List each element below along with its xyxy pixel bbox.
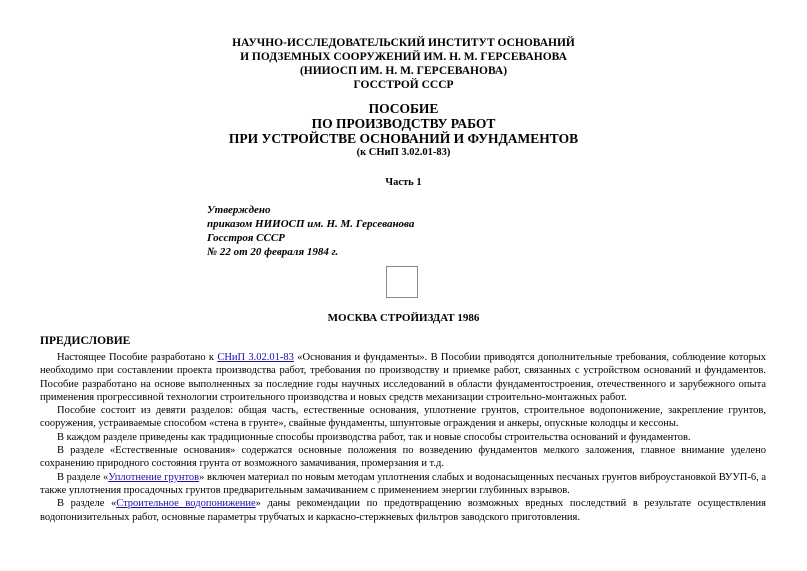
institute-line: ГОССТРОЙ СССР <box>353 79 454 91</box>
preface-body <box>40 351 766 524</box>
dewatering-link[interactable]: Строительное водопонижение <box>116 498 256 510</box>
institute-line: (НИИОСП ИМ. Н. М. ГЕРСЕВАНОВА) <box>299 65 508 77</box>
preface-paragraph <box>40 351 766 404</box>
image-placeholder <box>386 266 418 298</box>
part-label: Часть 1 <box>385 177 422 188</box>
approval-line: Утверждено <box>207 204 271 216</box>
institute-line: НАУЧНО-ИССЛЕДОВАТЕЛЬСКИЙ ИНСТИТУТ ОСНОВАНИЙ <box>232 37 575 49</box>
snip-link[interactable]: СНиП 3.02.01-83 <box>217 352 294 363</box>
paragraph-text: «Основания и фундаменты». В Пособии приводятся дополнительные требования, соблюдение которых необходимо при составлении проекта производства работ, требования по производству и приемке работ, связанных с устройством оснований и фундаментов. Пособие разработано на основе выполненных за последние годы научных исследований в области фундаментостроения, отечественного и зарубежного опыта применения прогрессивной технологии строительного производства и новых средств механизации строительно-монтажных работ. <box>40 352 766 403</box>
institute-line: И ПОДЗЕМНЫХ СООРУЖЕНИЙ ИМ. Н. М. ГЕРСЕВАНОВА <box>240 51 567 63</box>
approval-line: приказом НИИОСП им. Н. М. Герсеванова <box>207 218 415 230</box>
paragraph-text: » даны рекомендации по предотвращению возможных вредных последствий в результате осуществления водопонизительных работ, основные параметры трубчатых и каркасно-стержневых фильтров заводского приготовления. <box>40 498 767 523</box>
approval-line: № 22 от 20 февраля 1984 г. <box>207 246 339 258</box>
paragraph-text: В разделе « <box>57 498 117 510</box>
title-line: ПОСОБИЕ <box>368 101 439 116</box>
preface-paragraph <box>40 471 766 498</box>
publisher-line: МОСКВА СТРОЙИЗДАТ 1986 <box>327 312 480 324</box>
paragraph-text: Настоящее Пособие разработано к <box>57 352 218 363</box>
paragraph-text: » включен материал по новым методам уплотнения слабых и водонасыщенных песчаных грунтов виброустановкой ВУУП-6, а также уплотнения просадочных грунтов предварительным замачиванием с применением энергии глубинных взрывов. <box>40 471 766 496</box>
preface-heading: ПРЕДИСЛОВИЕ <box>40 335 131 347</box>
preface-paragraph <box>40 497 766 524</box>
document-title <box>0 101 807 160</box>
title-line: ПО ПРОИЗВОДСТВУ РАБОТ <box>311 116 496 131</box>
approval-block <box>207 203 414 259</box>
preface-paragraph: В разделе «Естественные основания» содержатся основные положения по возведению фундаментов мелкого заложения, главное внимание уделено сохранению природного состояния грунта от возможного замачивания, промерзания и т.д. <box>40 445 766 470</box>
title-line: ПРИ УСТРОЙСТВЕ ОСНОВАНИЙ И ФУНДАМЕНТОВ <box>228 131 579 146</box>
approval-line: Госстроя СССР <box>207 232 285 244</box>
preface-paragraph: Пособие состоит из девяти разделов: общая часть, естественные основания, уплотнение грунтов, строительное водопонижение, закрепление грунтов, сооружения, устраиваемые способом «стена в грунте», свайные фундаменты, шпунтовые ограждения и анкеры, опускные колодцы и кессоны. <box>40 405 766 430</box>
soil-compaction-link[interactable]: Уплотнение грунтов <box>108 471 200 483</box>
institute-header <box>0 36 807 92</box>
paragraph-text: В разделе « <box>57 471 109 483</box>
title-reference: (к СНиП 3.02.01-83) <box>356 147 451 158</box>
preface-paragraph: В каждом разделе приведены как традиционные способы производства работ, так и новые способы строительства оснований и фундаментов. <box>57 431 691 443</box>
